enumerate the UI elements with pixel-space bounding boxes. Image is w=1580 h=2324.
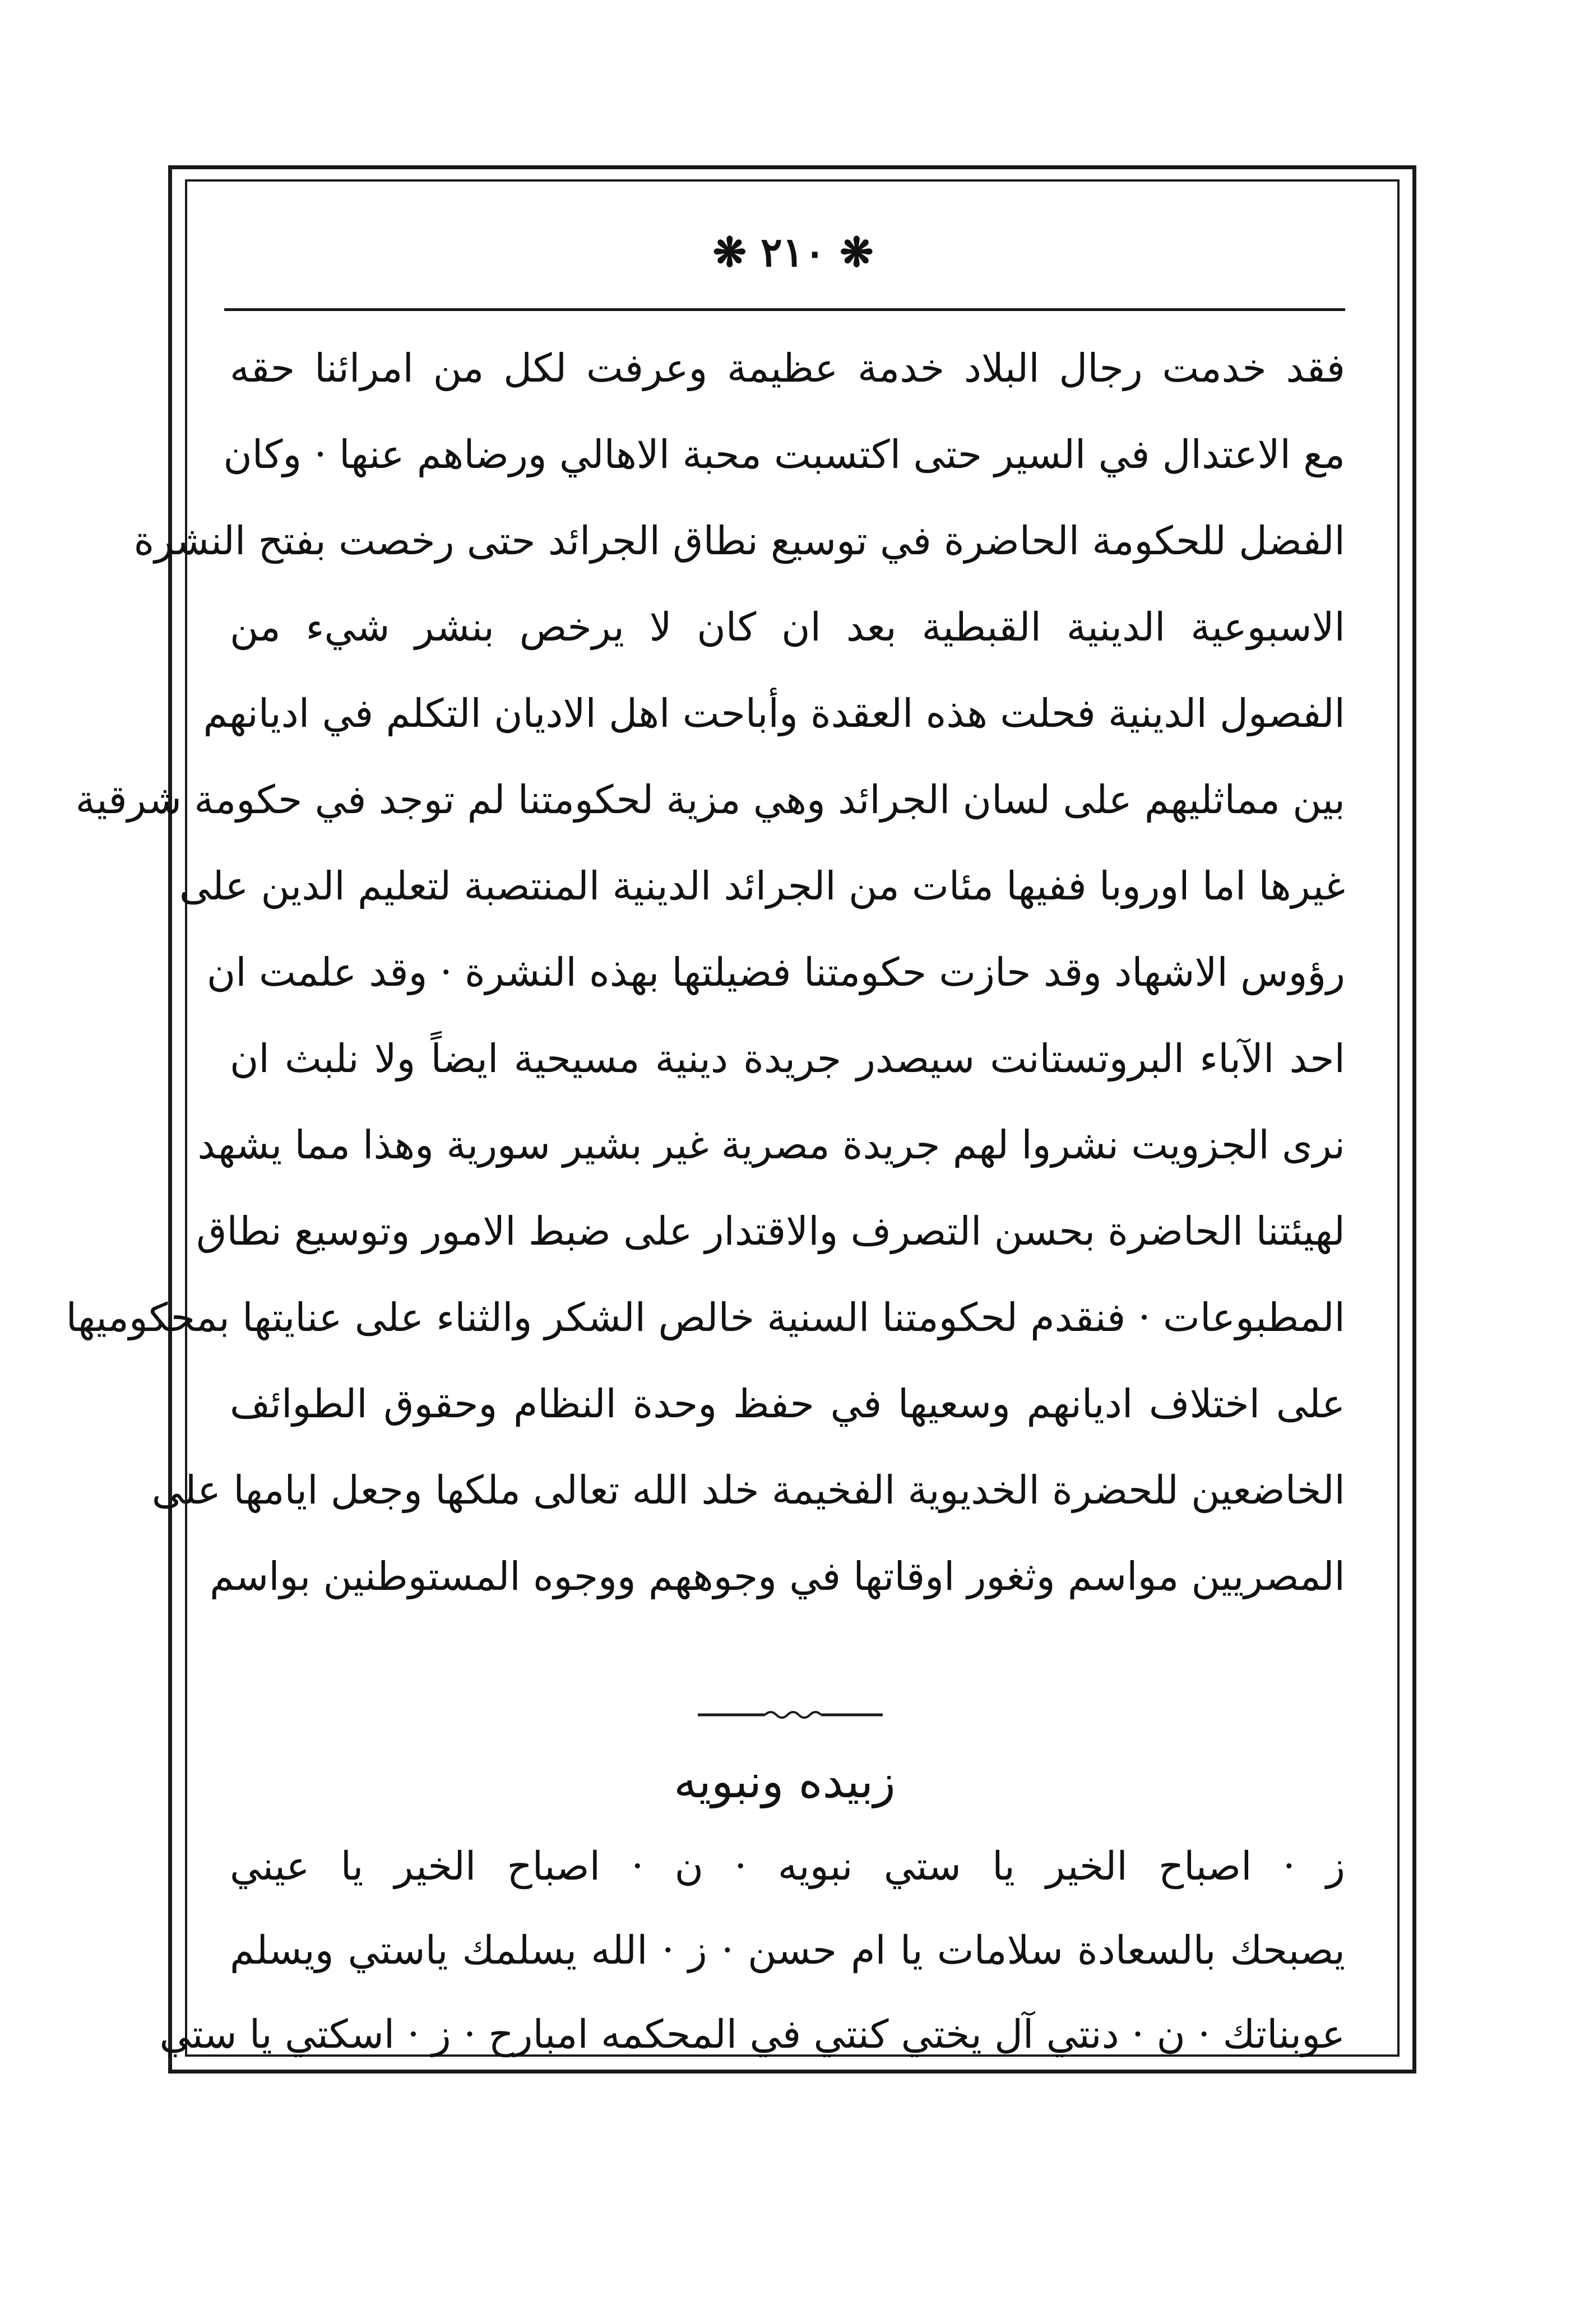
paragraph-line: لهيئتنا الحاضرة بحسن التصرف والاقتدار على ضبط الامور وتوسيع نطاق <box>196 1208 1345 1254</box>
dialogue-line: يصبحك بالسعادة سلامات يا ام حسن · ز · الله يسلمك ياستي ويسلم <box>230 1927 1345 1973</box>
paragraph-line: المطبوعات · فنقدم لحكومتنا السنية خالص الشكر والثناء على عنايتها بمحكوميها <box>66 1295 1345 1340</box>
section-divider-ornament <box>698 1706 883 1723</box>
header-rule <box>224 308 1345 311</box>
dialogue-line: عوبناتك · ن · دنتي آل يختي كنتي في المحكمه امبارح · ز · اسكتي يا ستي <box>159 2011 1345 2057</box>
paragraph-line: غيرها اما اوروبا ففيها مئات من الجرائد الدينية المنتصبة لتعليم الدين على <box>179 863 1345 909</box>
paragraph-line: احد الآباء البروتستانت سيصدر جريدة دينية مسيحية ايضاً ولا نلبث ان <box>230 1036 1345 1082</box>
dialogue-block <box>159 1824 1345 2076</box>
paragraph-line: فقد خدمت رجال البلاد خدمة عظيمة وعرفت لكل من امرائنا حقه <box>230 345 1345 391</box>
article-paragraph <box>66 325 1345 1620</box>
paragraph-line: على اختلاف اديانهم وسعيها في حفظ وحدة النظام وحقوق الطوائف <box>230 1381 1345 1427</box>
paragraph-line: الخاضعين للحضرة الخديوية الفخيمة خلد الله تعالى ملكها وجعل ايامها على <box>151 1467 1345 1513</box>
paragraph-line: الاسبوعية الدينية القبطية بعد ان كان لا يرخص بنشر شيء من <box>230 604 1345 650</box>
paragraph-line: رؤوس الاشهاد وقد حازت حكومتنا فضيلتها بهذه النشرة · وقد علمت ان <box>206 949 1345 995</box>
paragraph-line: المصريين مواسم وثغور اوقاتها في وجوههم ووجوه المستوطنين بواسم <box>209 1553 1345 1599</box>
paragraph-line: الفصول الدينية فحلت هذه العقدة وأباحت اهل الاديان التكلم في اديانهم <box>203 690 1345 736</box>
page-header <box>224 210 1362 294</box>
paragraph-line: نرى الجزويت نشروا لهم جريدة مصرية غير بشير سورية وهذا مما يشهد <box>197 1122 1345 1168</box>
page-number: ❋ ٢١٠ ❋ <box>712 228 874 276</box>
paragraph-line: بين مماثليهم على لسان الجرائد وهي مزية لحكومتنا لم توجد في حكومة شرقية <box>75 777 1345 823</box>
paragraph-line: مع الاعتدال في السير حتى اكتسبت محبة الاهالي ورضاهم عنها · وكان <box>223 432 1345 477</box>
paragraph-line: الفضل للحكومة الحاضرة في توسيع نطاق الجرائد حتى رخصت بفتح النشرة <box>133 518 1345 564</box>
section-title: زبيده ونبويه <box>674 1755 896 1808</box>
dialogue-line: ز · اصباح الخير يا ستي نبويه · ن · اصباح الخير يا عيني <box>230 1843 1345 1889</box>
